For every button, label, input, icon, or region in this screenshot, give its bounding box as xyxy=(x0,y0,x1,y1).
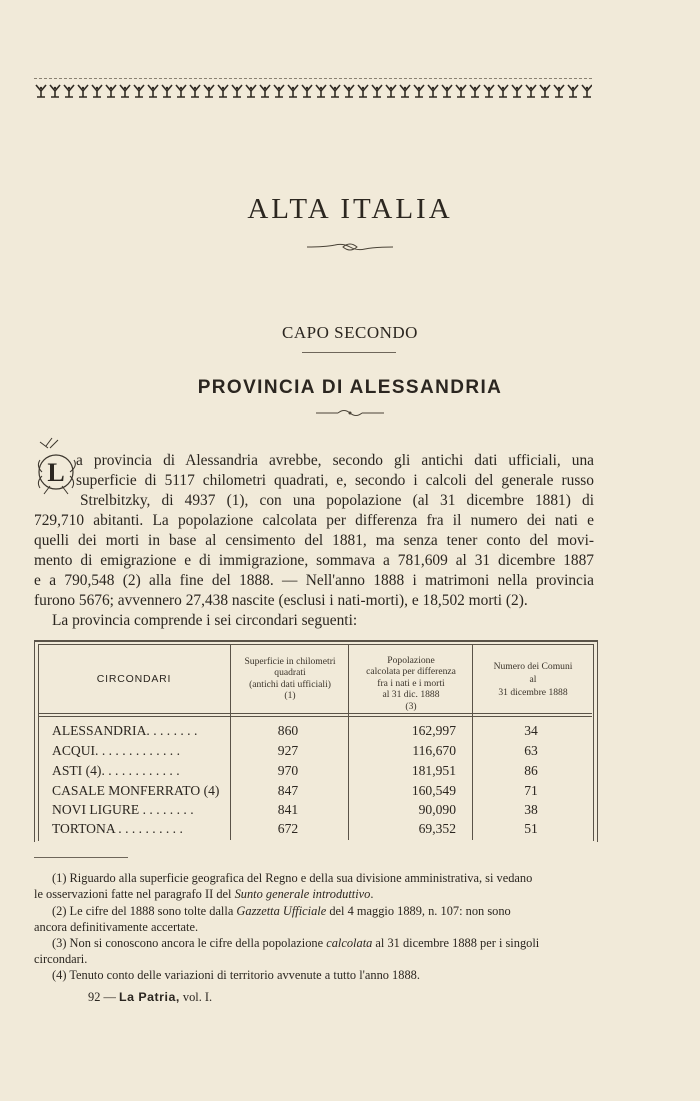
table-row xyxy=(52,802,592,822)
table-row xyxy=(52,783,592,803)
volume-label: vol. I. xyxy=(182,990,213,1004)
work-title: La Patria, xyxy=(119,990,180,1004)
footnote-4: (4) Tenuto conto delle variazioni di territorio avvenute a tutto l'anno 1888. xyxy=(52,968,420,982)
table-row xyxy=(52,723,592,743)
footnote-3: (3) Non si conoscono ancora le cifre della popolazione calcolata al 31 dicembre 1888 per i singoli xyxy=(52,936,540,950)
table-row xyxy=(52,821,592,841)
chapter-rule xyxy=(302,352,396,353)
paragraph-line-5: quelli dei morti in base al censimento del 1881, ma senza tener conto del movi- xyxy=(34,532,594,549)
superficie-value: 847 xyxy=(277,783,299,798)
superficie-value: 927 xyxy=(277,743,299,758)
table-row xyxy=(52,763,592,783)
svg-text:L: L xyxy=(47,458,65,487)
header-rule-double xyxy=(38,716,592,717)
circondario-name: ASTI (4). . . . . . . . . . . . xyxy=(52,763,180,778)
flourish-icon xyxy=(305,241,395,253)
title-flourish xyxy=(0,240,700,258)
paragraph-line-9: La provincia comprende i sei circondari seguenti: xyxy=(52,612,358,629)
paragraph-line-3: Strelbitzky, di 4937 (1), con una popolazione (al 31 dicembre 1881) di xyxy=(80,492,594,509)
header-circondari: CIRCONDARI xyxy=(96,673,172,685)
drop-cap xyxy=(32,436,82,496)
footnote-1-cont: le osservazioni fatte nel paragrafo II del Sunto generale introduttivo. xyxy=(34,887,374,901)
header-rule xyxy=(38,713,592,714)
footnote-1: (1) Riguardo alla superficie geografica del Regno e della sua divisione amministrativa, si vedano xyxy=(52,871,533,885)
comuni-value: 51 xyxy=(524,821,538,836)
superficie-value: 841 xyxy=(277,802,299,817)
comuni-value: 34 xyxy=(524,723,538,738)
page-title: ALTA ITALIA xyxy=(247,193,453,225)
footnote-rule xyxy=(34,857,128,858)
ornamental-border xyxy=(34,78,592,101)
decorated-initial-icon xyxy=(32,436,82,500)
comuni-value: 71 xyxy=(524,783,538,798)
circondario-name: TORTONA . . . . . . . . . . xyxy=(52,821,183,836)
table-row xyxy=(52,743,592,763)
paragraph-line-8: furono 5676; avvennero 27,438 nascite (esclusi i nati-morti), e 18,502 morti (2). xyxy=(34,592,528,609)
paragraph-line-1: a provincia di Alessandria avrebbe, secondo gli antichi dati ufficiali, una xyxy=(76,452,594,469)
signature-mark: 92 — xyxy=(88,990,116,1004)
comuni-value: 63 xyxy=(524,743,538,758)
popolazione-value: 69,352 xyxy=(418,821,456,836)
superficie-value: 970 xyxy=(277,763,299,778)
section-flourish xyxy=(0,405,700,423)
superficie-value: 672 xyxy=(277,821,299,836)
footnote-3-cont: circondari. xyxy=(34,952,88,966)
superficie-value: 860 xyxy=(277,723,299,738)
comuni-value: 86 xyxy=(524,763,538,778)
popolazione-value: 181,951 xyxy=(411,763,456,778)
chapter-heading: CAPO SECONDO xyxy=(282,323,418,342)
header-comuni: Numero dei Comuni al 31 dicembre 1888 xyxy=(493,661,573,698)
ornament-pattern-icon xyxy=(34,83,592,99)
popolazione-value: 160,549 xyxy=(411,783,456,798)
page-footer xyxy=(88,990,212,1005)
circondario-name: CASALE MONFERRATO (4) xyxy=(52,783,220,798)
footnote-2-cont: ancora definitivamente accertate. xyxy=(34,920,199,934)
circondario-name: NOVI LIGURE . . . . . . . . xyxy=(52,802,194,817)
paragraph-line-7: e a 790,548 (2) alla fine del 1888. — Nell'anno 1888 i matrimoni nella provincia xyxy=(34,572,594,589)
popolazione-value: 162,997 xyxy=(411,723,456,738)
paragraph-line-2: superficie di 5117 chilometri quadrati, e, secondo i calcoli del generale russo xyxy=(76,472,594,489)
comuni-value: 38 xyxy=(524,802,538,817)
header-superficie: Superficie in chilometri quadrati (antichi dati ufficiali) (1) xyxy=(244,656,336,702)
header-popolazione: Popolazione calcolata per differenza fra i nati e i morti al 31 dic. 1888 (3) xyxy=(366,655,456,712)
popolazione-value: 116,670 xyxy=(412,743,456,758)
flourish-small-icon xyxy=(314,408,386,418)
paragraph-line-4: 729,710 abitanti. La popolazione calcolata per differenza fra il numero dei nati e xyxy=(34,512,594,529)
circondario-name: ALESSANDRIA. . . . . . . . xyxy=(52,723,198,738)
paragraph-line-6: mento di emigrazione e di immigrazione, sommava a 781,609 al 31 dicembre 1887 xyxy=(34,552,594,569)
popolazione-value: 90,090 xyxy=(418,802,456,817)
circondario-name: ACQUI. . . . . . . . . . . . . xyxy=(52,743,181,758)
section-heading: PROVINCIA DI ALESSANDRIA xyxy=(197,377,503,398)
footnote-2: (2) Le cifre del 1888 sono tolte dalla Gazzetta Ufficiale del 4 maggio 1889, n. 107: non sono xyxy=(52,904,511,918)
